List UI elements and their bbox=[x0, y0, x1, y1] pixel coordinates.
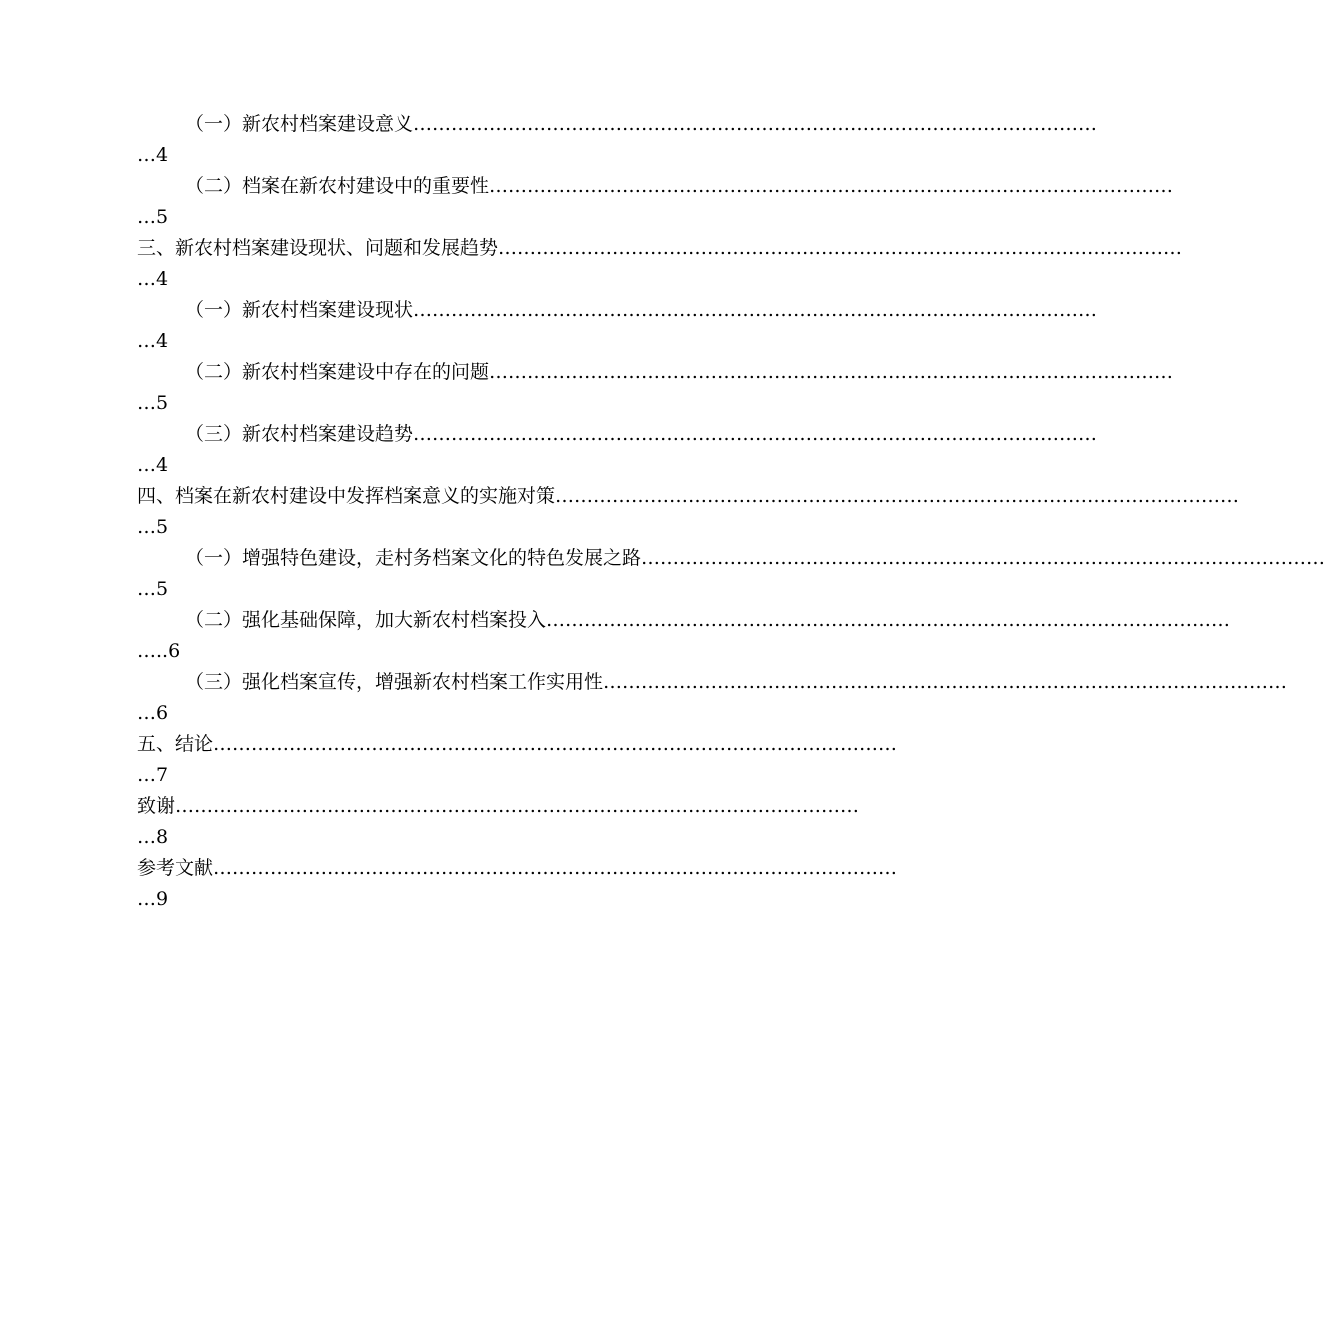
toc-entry bbox=[137, 605, 1231, 667]
toc-entry-page: …9 bbox=[137, 888, 169, 910]
toc-entry-title: 四、档案在新农村建设中发挥档案意义的实施对策 bbox=[137, 485, 556, 507]
toc-dot-leader: ……………………………………………………………………………………………… bbox=[489, 361, 1174, 383]
toc-dot-leader: ……………………………………………………………………………………………… bbox=[413, 299, 1098, 321]
toc-entry-line bbox=[137, 791, 860, 822]
toc-entry bbox=[137, 853, 898, 915]
toc-entry-page: …..6 bbox=[137, 640, 181, 662]
toc-entry bbox=[137, 171, 1174, 233]
toc-entry-title: （二）新农村档案建设中存在的问题 bbox=[185, 361, 490, 383]
toc-entry bbox=[137, 233, 1183, 295]
toc-dot-leader: ……………………………………………………………………………………………… bbox=[498, 237, 1183, 259]
toc-entry bbox=[137, 419, 1098, 481]
toc-entry bbox=[137, 481, 1240, 543]
toc-entry-line bbox=[137, 171, 1174, 202]
toc-entry-page: …4 bbox=[137, 454, 169, 476]
toc-entry-page: …4 bbox=[137, 144, 169, 166]
toc-dot-leader: ……………………………………………………………………………………………… bbox=[175, 795, 860, 817]
toc-dot-leader: ……………………………………………………………………………………………… bbox=[213, 857, 898, 879]
toc-entry-page: …8 bbox=[137, 826, 169, 848]
toc-entry-page: …4 bbox=[137, 330, 169, 352]
toc-entry-line bbox=[137, 295, 1098, 326]
toc-entry bbox=[137, 667, 1288, 729]
toc-dot-leader: ……………………………………………………………………………………………… bbox=[555, 485, 1240, 507]
toc-dot-leader: ……………………………………………………………………………………………… bbox=[546, 609, 1231, 631]
toc-entry-line bbox=[137, 667, 1288, 698]
toc-dot-leader: ……………………………………………………………………………………………… bbox=[489, 175, 1174, 197]
toc-dot-leader: ……………………………………………………………………………………………… bbox=[641, 547, 1325, 569]
table-of-contents bbox=[137, 109, 1325, 915]
toc-entry-line bbox=[137, 481, 1240, 512]
toc-dot-leader: ……………………………………………………………………………………………… bbox=[213, 733, 898, 755]
toc-dot-leader: ……………………………………………………………………………………………… bbox=[603, 671, 1288, 693]
toc-dot-leader: ……………………………………………………………………………………………… bbox=[413, 423, 1098, 445]
toc-entry-page: …4 bbox=[137, 268, 169, 290]
toc-entry-page: …5 bbox=[137, 578, 169, 600]
toc-entry-title: （三）强化档案宣传，增强新农村档案工作实用性 bbox=[185, 671, 604, 693]
toc-entry-page: …5 bbox=[137, 516, 169, 538]
toc-entry bbox=[137, 791, 860, 853]
toc-entry-line bbox=[137, 605, 1231, 636]
toc-entry-line bbox=[137, 357, 1174, 388]
toc-entry-title: 参考文献 bbox=[137, 857, 214, 879]
toc-entry-title: 致谢 bbox=[137, 795, 176, 817]
toc-entry-page: …7 bbox=[137, 764, 169, 786]
toc-entry-page: …5 bbox=[137, 392, 169, 414]
toc-entry-title: （三）新农村档案建设趋势 bbox=[185, 423, 414, 445]
toc-entry-title: （二）强化基础保障，加大新农村档案投入 bbox=[185, 609, 547, 631]
toc-entry-title: （一）新农村档案建设意义 bbox=[185, 113, 414, 135]
toc-entry bbox=[137, 543, 1325, 605]
toc-entry-page: …6 bbox=[137, 702, 169, 724]
toc-entry-line bbox=[137, 109, 1098, 140]
toc-entry-title: 三、新农村档案建设现状、问题和发展趋势 bbox=[137, 237, 499, 259]
toc-entry bbox=[137, 295, 1098, 357]
toc-entry-line bbox=[137, 543, 1325, 574]
toc-entry-line bbox=[137, 853, 898, 884]
toc-entry-line bbox=[137, 233, 1183, 264]
toc-entry-title: （二）档案在新农村建设中的重要性 bbox=[185, 175, 490, 197]
toc-entry-page: …5 bbox=[137, 206, 169, 228]
toc-entry-line bbox=[137, 419, 1098, 450]
toc-entry-title: （一）增强特色建设，走村务档案文化的特色发展之路 bbox=[185, 547, 642, 569]
toc-entry bbox=[137, 357, 1174, 419]
toc-entry bbox=[137, 729, 898, 791]
toc-entry bbox=[137, 109, 1098, 171]
toc-entry-title: （一）新农村档案建设现状 bbox=[185, 299, 414, 321]
toc-entry-title: 五、结论 bbox=[137, 733, 214, 755]
toc-dot-leader: ……………………………………………………………………………………………… bbox=[413, 113, 1098, 135]
toc-entry-line bbox=[137, 729, 898, 760]
